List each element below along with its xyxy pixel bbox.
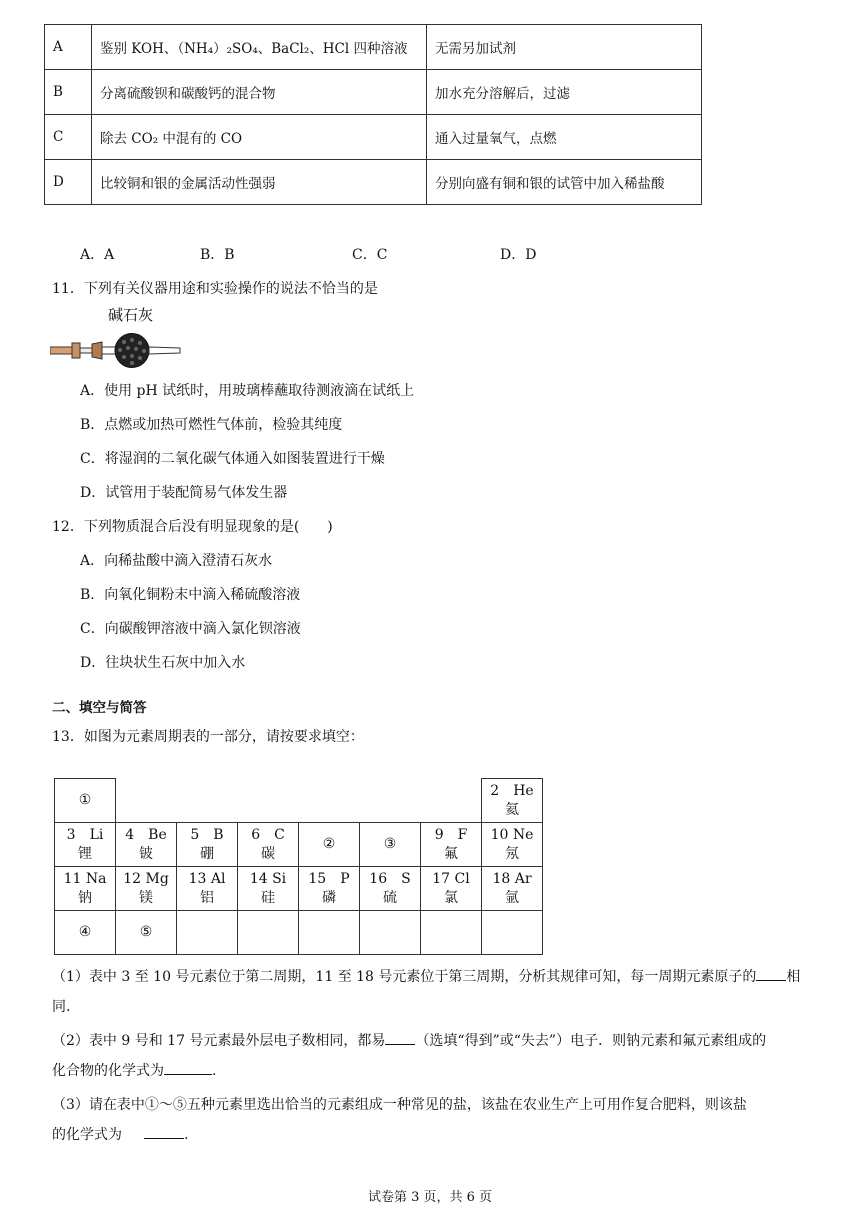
table-gap — [116, 779, 482, 823]
element-cell: 15 P 磷 — [299, 867, 360, 911]
experiment-purpose: 分离硫酸钡和碳酸钙的混合物 — [92, 70, 427, 115]
q13-part1: （1）表中 3 至 10 号元素位于第二周期，11 至 18 号元素位于第三周期，分析其规律可知，每一周期元素原子的 相 同. — [52, 962, 812, 1022]
q10-choice-b[interactable]: B．B — [200, 247, 235, 263]
element-cell-empty — [177, 911, 238, 955]
element-cell: 6 C 碳 — [238, 823, 299, 867]
element-cell-empty — [360, 911, 421, 955]
experiment-method: 加水充分溶解后，过滤 — [427, 70, 702, 115]
q12-stem: 12．下列物质混合后没有明显现象的是( ) — [52, 519, 333, 535]
element-cell-empty — [238, 911, 299, 955]
table-row — [55, 911, 543, 955]
element-cell-2: ② — [299, 823, 360, 867]
page-footer: 试卷第 3 页，共 6 页 — [367, 1190, 493, 1205]
element-cell-5: ⑤ — [116, 911, 177, 955]
q11-option-a[interactable]: A．使用 pH 试纸时，用玻璃棒蘸取待测液滴在试纸上 — [80, 383, 415, 399]
experiment-method: 通入过量氧气，点燃 — [427, 115, 702, 160]
table-row — [55, 867, 543, 911]
option-letter: C — [45, 115, 92, 160]
experiment-method: 无需另加试剂 — [427, 25, 702, 70]
element-cell: 11 Na 钠 — [55, 867, 116, 911]
section-heading: 二、填空与简答 — [52, 700, 147, 716]
table-row — [45, 70, 702, 115]
periodic-table — [54, 778, 543, 955]
option-letter: B — [45, 70, 92, 115]
element-cell-4: ④ — [55, 911, 116, 955]
element-cell: 10 Ne 氖 — [482, 823, 543, 867]
element-cell: 5 B 硼 — [177, 823, 238, 867]
q10-options-table — [44, 24, 702, 205]
q11-option-c[interactable]: C．将湿润的二氧化碳气体通入如图装置进行干燥 — [80, 451, 385, 467]
table-row — [45, 25, 702, 70]
element-cell: 14 Si 硅 — [238, 867, 299, 911]
element-cell-empty — [421, 911, 482, 955]
q13-part3: （3）请在表中①～⑤五种元素里选出恰当的元素组成一种常见的盐，该盐在农业生产上可用作复合肥料，则该盐 的化学式为 . — [52, 1097, 747, 1143]
element-cell: 18 Ar 氩 — [482, 867, 543, 911]
element-cell-he: 2 He 氦 — [482, 779, 543, 823]
q13-part2: （2）表中 9 号和 17 号元素最外层电子数相同，都易 （选填“得到”或“失去”）电子．则钠元素和氟元素组成的 化合物的化学式为 . — [52, 1026, 812, 1086]
element-cell-3: ③ — [360, 823, 421, 867]
table-row — [55, 779, 543, 823]
answer-blank-2[interactable] — [385, 1030, 415, 1045]
q11-option-b[interactable]: B．点燃或加热可燃性气体前，检验其纯度 — [80, 417, 343, 433]
answer-blank-3[interactable] — [164, 1060, 212, 1075]
element-cell-1: ① — [55, 779, 116, 823]
dryer-figure-label: 碱石灰 — [108, 306, 154, 324]
q10-choice-c[interactable]: C．C — [352, 247, 388, 263]
drying-tube-icon — [50, 330, 184, 372]
q12-option-b[interactable]: B．向氧化铜粉末中滴入稀硫酸溶液 — [80, 587, 301, 603]
q12-option-d[interactable]: D．往块状生石灰中加入水 — [80, 655, 246, 671]
experiment-purpose: 除去 CO₂ 中混有的 CO — [92, 115, 427, 160]
element-cell: 17 Cl 氯 — [421, 867, 482, 911]
q10-choice-a[interactable]: A．A — [80, 247, 115, 263]
q12-option-c[interactable]: C．向碳酸钾溶液中滴入氯化钡溶液 — [80, 621, 301, 637]
q11-option-d[interactable]: D．试管用于装配简易气体发生器 — [80, 485, 288, 501]
element-cell-empty — [482, 911, 543, 955]
element-cell: 12 Mg 镁 — [116, 867, 177, 911]
experiment-purpose: 鉴别 KOH、（NH₄）₂SO₄、BaCl₂、HCl 四种溶液 — [92, 25, 427, 70]
q10-choice-d[interactable]: D．D — [500, 247, 537, 263]
table-row — [45, 115, 702, 160]
element-cell: 9 F 氟 — [421, 823, 482, 867]
table-row — [45, 160, 702, 205]
element-cell: 4 Be 铍 — [116, 823, 177, 867]
q12-option-a[interactable]: A．向稀盐酸中滴入澄清石灰水 — [80, 553, 273, 569]
experiment-purpose: 比较铜和银的金属活动性强弱 — [92, 160, 427, 205]
element-cell: 16 S 硫 — [360, 867, 421, 911]
q13-stem: 13．如图为元素周期表的一部分，请按要求填空： — [52, 729, 364, 745]
element-cell: 13 Al 铝 — [177, 867, 238, 911]
answer-blank-1[interactable] — [756, 966, 786, 981]
experiment-method: 分别向盛有铜和银的试管中加入稀盐酸 — [427, 160, 702, 205]
element-cell-empty — [299, 911, 360, 955]
answer-blank-4[interactable] — [144, 1124, 184, 1139]
q11-stem: 11．下列有关仪器用途和实验操作的说法不恰当的是 — [52, 281, 378, 297]
option-letter: D — [45, 160, 92, 205]
option-letter: A — [45, 25, 92, 70]
table-row — [55, 823, 543, 867]
element-cell: 3 Li 锂 — [55, 823, 116, 867]
